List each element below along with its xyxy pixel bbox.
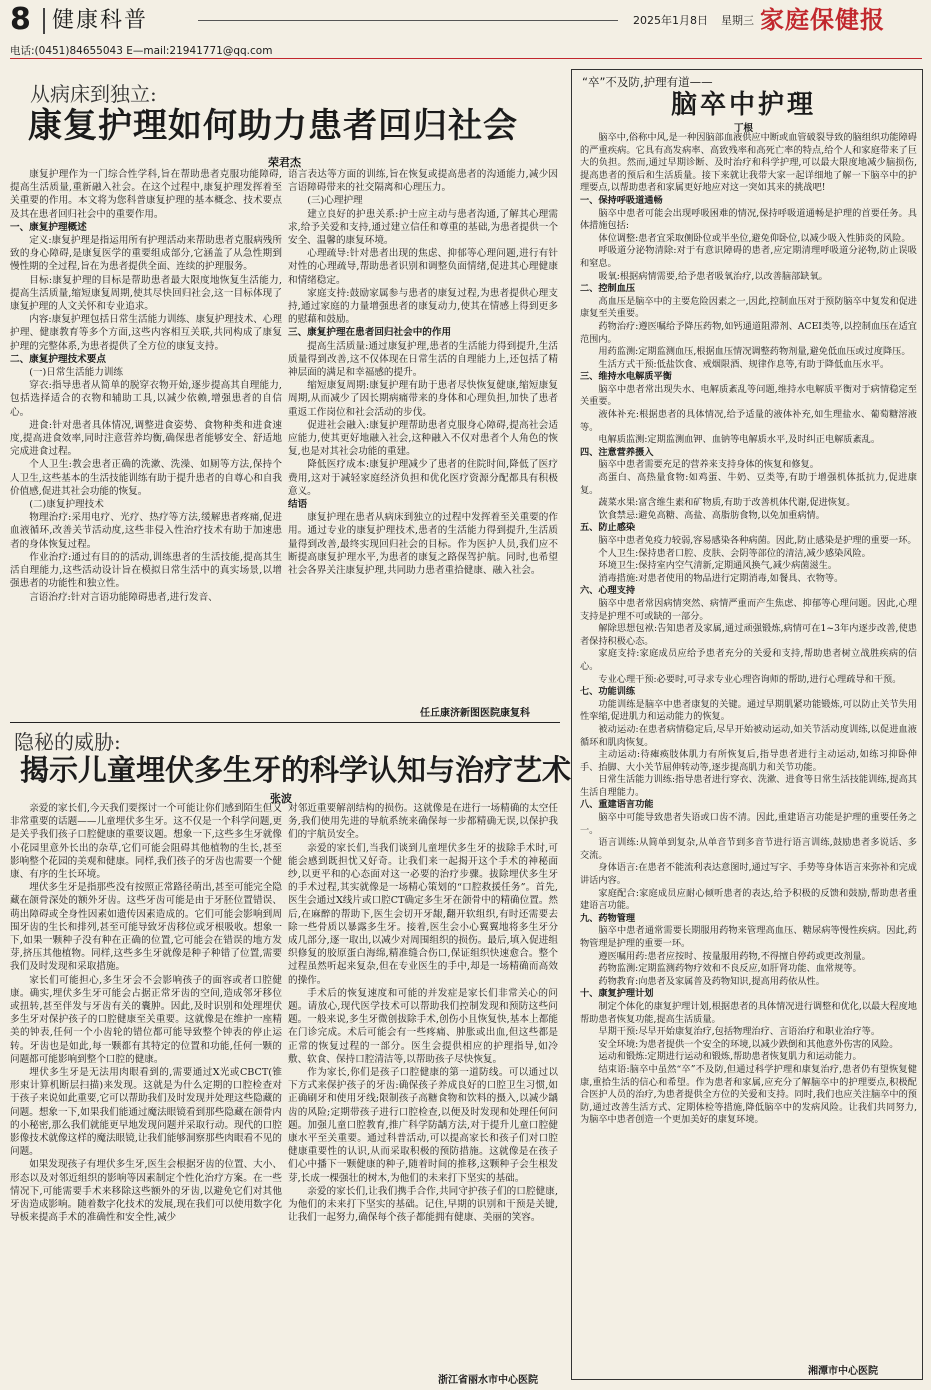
paragraph: 家庭支持:家庭成员应给予患者充分的关爱和支持,帮助患者树立战胜疾病的信心。 [580, 648, 917, 672]
paragraph: 亲爱的家长们,让我们携手合作,共同守护孩子们的口腔健康,为他们的未来打下坚实的基础。记住,早期的识别和干预是关键,让我们一起努力,确保每个孩子都能拥有健康、美丽的笑容。 [288, 1185, 558, 1224]
paragraph: 物理治疗:采用电疗、光疗、热疗等方法,缓解患者疼痛,促进血液循环,改善关节活动度,这些非侵入性治疗技术有助于加速患者的身体恢复过程。 [10, 512, 282, 550]
paragraph: 亲爱的家长们,今天我们要探讨一个可能让你们感到陌生但又非常重要的话题——儿童埋伏多生牙。这不仅是一个科学问题,更是关乎我们孩子口腔健康的重要议题。想象一下,这些多生牙就像小花园里意外长出的杂草,它们可能会阻碍其他植物的生长,甚至影响整个花园的美观和健康。同样,我们孩子的牙齿也需要一个健康、有序的生长环境。 [10, 803, 282, 881]
paragraph: 语言训练:从简单到复杂,从单音节到多音节进行语言训练,鼓励患者多说话、多交流。 [580, 837, 917, 861]
article3-kicker: “卒”不及防,护理有道—— [582, 75, 713, 89]
paragraph: 体位调整:患者宜采取侧卧位或半坐位,避免仰卧位,以减少吸入性肺炎的风险。 [598, 232, 911, 244]
subsection-heading: (三)心理护理 [307, 195, 363, 207]
paragraph: 呼吸道分泌物清除:对于有意识障碍的患者,应定期清理呼吸道分泌物,防止误吸和窒息。 [580, 245, 917, 269]
paragraph: 解除思想包袱:告知患者及家属,通过顽强锻炼,病情可在1~3年内逐步改善,使患者保持积极心态。 [580, 623, 917, 647]
paragraph: 如果发现孩子有埋伏多生牙,医生会根据牙齿的位置、大小、形态以及对邻近组织的影响等因素制定个性化治疗方案。在一些情况下,可能需要手术来移除这些额外的牙齿,以避免它们对其他牙齿造成影响。随着数字化技术的发展,现在我们可以使用数字化导板来提高手术的准确性和安全性,减少 [10, 1159, 282, 1224]
paragraph: 个人卫生:保持患者口腔、皮肤、会阴等部位的清洁,减少感染风险。 [598, 547, 871, 559]
article1-column-2 [288, 168, 558, 702]
paragraph: 结束语:脑卒中虽然“卒”不及防,但通过科学护理和康复治疗,患者仍有望恢复健康,重拾生活的信心和希望。作为患者和家属,应充分了解脑卒中的护理要点,积极配合医护人员的治疗,为患者提供全方位的关爱和支持。同时,我们也应关注脑卒中的预防,通过改善生活方式、定期体检等措施,降低脑卒中的发病风险。让我们共同努力,为脑卒中患者创造一个更加美好的康复环境。 [580, 1063, 917, 1126]
paragraph: 进食:针对患者具体情况,调整进食姿势、食物种类和进食速度,提高进食效率,同时注意营养均衡,确保患者能够安全、舒适地完成进食过程。 [10, 419, 282, 458]
paragraph: 生活方式干预:低盐饮食、戒烟限酒、规律作息等,有助于降低血压水平。 [598, 358, 890, 370]
paragraph: 降低医疗成本:康复护理减少了患者的住院时间,降低了医疗费用,这对于减轻家庭经济负担和优化医疗资源分配都具有积极意义。 [288, 459, 558, 497]
paragraph: 个人卫生:教会患者正确的洗漱、洗澡、如厕等方法,保持个人卫生,这些基本的生活技能训练有助于提升患者的自尊心和自我价值感,促进其社会功能的恢复。 [10, 459, 282, 497]
article3-affiliation: 湘潭市中心医院 [808, 1366, 878, 1377]
paragraph: 康复护理在患者从病床到独立的过程中发挥着至关重要的作用。通过专业的康复护理技术,患者的生活能力得到提升,生活质量得到改善,最终实现回归社会的目标。作为医护人员,我们应不断提高康复护理水平,为患者的康复之路保驾护航。同时,也希望社会各界关注康复护理,共同助力患者重拾健康、融入社会。 [288, 512, 558, 577]
section-heading: 三、康复护理在患者回归社会中的作用 [288, 327, 452, 339]
section-heading: 一、保持呼吸道通畅 [580, 194, 663, 206]
paragraph: 作业治疗:通过有目的的活动,训练患者的生活技能,提高其生活自理能力,这些活动设计旨在模拟日常生活中的真实场景,以增强患者的功能性和独立性。 [10, 551, 282, 590]
paragraph: 安全环境:为患者提供一个安全的环境,以减少跌倒和其他意外伤害的风险。 [598, 1038, 899, 1050]
section-heading: 四、注意营养摄入 [580, 446, 654, 458]
section-heading: 结语 [288, 499, 308, 511]
paragraph: 脑卒中患者常出现失水、电解质紊乱等问题,维持水电解质平衡对于病情稳定至关重要。 [580, 383, 917, 408]
article3-body [580, 132, 917, 1360]
article2-kicker: 隐秘的威胁: [14, 730, 121, 754]
paragraph: 康复护理作为一门综合性学科,旨在帮助患者克服功能障碍,提高生活质量,重新融入社会。在这个过程中,康复护理发挥着至关重要的作用。本文将为您科普康复护理的基本概念、技术要点及其在患者回归社会中的重要作用。 [10, 169, 282, 220]
article2-title: 揭示儿童埋伏多生牙的科学认知与治疗艺术 [20, 753, 572, 787]
paper-name: 家庭保健报 [760, 5, 885, 34]
paragraph: 穿衣:指导患者从简单的脱穿衣物开始,逐步提高其自理能力,包括选择适合的衣物和辅助工具,以减少依赖,增强患者的自信心。 [10, 380, 282, 418]
paragraph: 药物教育:向患者及家属普及药物知识,提高用药依从性。 [598, 975, 825, 987]
paragraph: 家长们可能担心,多生牙会不会影响孩子的面容或者口腔健康。确实,埋伏多生牙可能会占据正常牙齿的空间,造成邻牙移位或扭转,甚至伴发与牙齿有关的囊肿。因此,及时识别和处理埋伏多生牙对保护孩子的口腔健康至关重要。这就像是在维护一座精美的钟表,任何一个小齿轮的错位都可能导致整个钟表的停止运转。牙齿也是如此,每一颗都有其特定的位置和功能,任何一颗的问题都可能影响到整个口腔的健康。 [10, 974, 282, 1065]
page-number: 8 [10, 2, 31, 37]
subsection-heading: (二)康复护理技术 [29, 499, 104, 511]
paragraph: 脑卒中,俗称中风,是一种因脑部血液供应中断或血管破裂导致的脑组织功能障碍的严重疾病。它具有高发病率、高致残率和高死亡率的特点,给个人和家庭带来了巨大的负担。然而,通过早期诊断、及时治疗和科学护理,可以最大限度地减少脑损伤,提高患者的预后和生活质量。接下来就让我带大家一起详细地了解一下脑卒中的护理要点,以帮助患者和家属更好地应对这一突如其来的挑战吧! [580, 132, 917, 194]
subsection-heading: (一)日常生活能力训练 [29, 367, 124, 379]
article2-affiliation: 浙江省丽水市中心医院 [438, 1375, 538, 1386]
paragraph: 建立良好的护患关系:护士应主动与患者沟通,了解其心理需求,给予关爱和支持,通过建立信任和尊重的基础,为患者提供一个安全、温馨的康复环境。 [288, 208, 558, 247]
article2-author: 张波 [270, 792, 292, 805]
paragraph: 缩短康复周期:康复护理有助于患者尽快恢复健康,缩短康复周期,从而减少了因长期病痛带来的身体和心理负担,加快了患者重返工作岗位和社会活动的步伐。 [288, 380, 558, 418]
section-heading: 五、防止感染 [580, 522, 636, 534]
paragraph: 蔬菜水果:富含维生素和矿物质,有助于改善机体代谢,促进恢复。 [598, 497, 856, 509]
paragraph: 埋伏多生牙是指那些没有按照正常路径萌出,甚至可能完全隐藏在颌骨深处的额外牙齿。这些牙齿可能是由于牙胚位置错误、萌出障碍或全身性因素如遗传因素造成的。它们可能会影响到周围牙齿的生长和排列,甚至可能导致牙齿移位或牙根吸收。想象一下,如果一颗种子没有种在正确的位置,它可能会在错误的地方发芽,挤压其他植物。同样,这些多生牙就像是种子种错了位置,需要我们及时发现和采取措施。 [10, 882, 282, 973]
paragraph: 高蛋白、高热量食物:如鸡蛋、牛奶、豆类等,有助于增强机体抵抗力,促进康复。 [580, 472, 917, 496]
article3-author: 丁根 [734, 123, 754, 134]
paragraph: 制定个体化的康复护理计划,根据患者的具体情况进行调整和优化,以最大程度地帮助患者恢复功能,提高生活质量。 [580, 1000, 917, 1025]
section-heading: 六、心理支持 [580, 585, 636, 597]
paragraph: 脑卒中患者通常需要长期服用药物来管理高血压、糖尿病等慢性疾病。因此,药物管理是护理的重要一环。 [580, 925, 917, 949]
article1-title: 康复护理如何助力患者回归社会 [28, 106, 518, 146]
paragraph: 脑卒中患者可能会出现呼吸困难的情况,保持呼吸道通畅是护理的首要任务。具体措施包括: [580, 207, 917, 232]
paragraph: 药物监测:定期监测药物疗效和不良反应,如肝肾功能、血常规等。 [598, 963, 862, 975]
paragraph: 对邻近重要解剖结构的损伤。这就像是在进行一场精确的太空任务,我们使用先进的导航系统来确保每一步都精确无误,以保护我们的宇航员安全。 [288, 803, 558, 841]
paragraph: 饮食禁忌:避免高糖、高盐、高脂肪食物,以免加重病情。 [598, 509, 825, 521]
paragraph: 运动和锻炼:定期进行运动和锻炼,帮助患者恢复肌力和运动能力。 [598, 1051, 862, 1063]
article2-column-2 [288, 802, 558, 1368]
paragraph: 脑卒中患者需要充足的营养来支持身体的恢复和修复。 [598, 459, 819, 471]
paragraph: 脑卒中可能导致患者失语或口齿不清。因此,重建语言功能是护理的重要任务之一。 [580, 812, 917, 836]
paragraph: 液体补充:根据患者的具体情况,给予适量的液体补充,如生理盐水、葡萄糖溶液等。 [580, 409, 917, 433]
paragraph: 遵医嘱用药:患者应按时、按量服用药物,不得擅自停药或更改剂量。 [598, 950, 871, 962]
paragraph: 手术后的恢复速度和可能的并发症是家长们非常关心的问题。请放心,现代医学技术可以帮助我们控制发现和预防这些问题。一般来说,多生牙微创拔除手术,创伤小且恢复快,基本上都能在门诊完成。术后可能会有一些疼痛、肿胀或出血,但这些都是正常的恢复过程的一部分。医生会提供相应的护理指导,如冷敷、软食、保持口腔清洁等,以帮助孩子尽快恢复。 [288, 987, 558, 1065]
paragraph: 语言表达等方面的训练,旨在恢复或提高患者的沟通能力,减少因言语障碍带来的社交隔离和心理压力。 [288, 169, 558, 194]
paragraph: 定义:康复护理是指运用所有护理活动来帮助患者克服病残所致的身心障碍,是康复医学的重要组成部分,它涵盖了从急性期到慢性期的全过程,旨在为患者提供全面、连续的护理服务。 [10, 235, 282, 273]
paragraph: 目标:康复护理的目标是帮助患者最大限度地恢复生活能力,提高生活质量,缩短康复周期,使其尽快回归社会,这一目标体现了康复护理的人文关怀和专业追求。 [10, 274, 282, 313]
paragraph: 高血压是脑卒中的主要危险因素之一,因此,控制血压对于预防脑卒中复发和促进康复至关重要。 [580, 295, 917, 320]
paragraph: 消毒措施:对患者使用的物品进行定期消毒,如餐具、衣物等。 [598, 572, 844, 584]
section-title: 健康科普 [52, 8, 149, 33]
article1-kicker: 从病床到独立: [30, 82, 157, 106]
section-heading: 二、控制血压 [580, 283, 636, 295]
section-heading: 七、功能训练 [580, 686, 636, 698]
paragraph: 亲爱的家长们,当我们谈到儿童埋伏多生牙的拔除手术时,可能会感到既担忧又好奇。让我们来一起揭开这个手术的神秘面纱,以更平和的心态面对这一必要的治疗步骤。拔除埋伏多生牙的手术过程,其实就像是一场精心策划的“口腔救援任务”。首先,医生会通过X线片或口腔CT确定多生牙在颌骨中的精确位置。然后,在麻醉的帮助下,医生会切开牙龈,翻开软组织,有时还需要去除一些骨质以暴露多生牙。接着,医生会小心翼翼地将多生牙分成几部分,逐一取出,以减少对周围组织的损伤。最后,填入促进组织修复的胶原蛋白海绵,精准缝合伤口,保证组织快速愈合。整个过程虽然听起来复杂,但在专业医生的手中,却是一场精确而高效的操作。 [288, 842, 558, 986]
paragraph: 提高生活质量:通过康复护理,患者的生活能力得到提升,生活质量得到改善,这不仅体现在日常生活的自理能力上,还包括了精神层面的满足和幸福感的提升。 [288, 340, 558, 379]
article3-title: 脑卒中护理 [671, 90, 817, 120]
paragraph: 药物治疗:遵医嘱给予降压药物,如钙通道阻滞剂、ACEI类等,以控制血压在适宜范围内。 [580, 320, 917, 345]
issue-date: 2025年1月8日 [633, 14, 708, 27]
section-heading: 一、康复护理概述 [10, 221, 87, 233]
paragraph: 身体语言:在患者不能流利表达意图时,通过写字、手势等身体语言来弥补和完成讲话内容。 [580, 862, 917, 887]
paragraph: 电解质监测:定期监测血钾、血钠等电解质水平,及时纠正电解质紊乱。 [598, 434, 881, 446]
paragraph: 家庭配合:家庭成员应耐心倾听患者的表达,给予积极的反馈和鼓励,帮助患者重建语言功能。 [580, 887, 917, 912]
paragraph: 脑卒中患者免疫力较弱,容易感染各种病菌。因此,防止感染是护理的重要一环。 [598, 535, 917, 546]
section-heading: 八、重建语言功能 [580, 799, 654, 811]
paragraph: 专业心理干预:必要时,可寻求专业心理咨询师的帮助,进行心理疏导和干预。 [598, 673, 902, 685]
paragraph: 吸氧:根据病情需要,给予患者吸氧治疗,以改善脑部缺氧。 [598, 270, 828, 282]
article1-author: 荣君杰 [268, 156, 301, 169]
paragraph: 埋伏多生牙是无法用肉眼看到的,需要通过X光或CBCT(锥形束计算机断层扫描)来发现。这就是为什么定期的口腔检查对于孩子来说如此重要,它可以帮助我们及时发现并处理这些隐藏的问题。想象一下,如果我们能通过魔法眼镜看到那些隐藏在颌骨内的小秘密,那么我们就能更早地发现问题并采取行动。现代的口腔影像技术就像这样的魔法眼镜,让我们能够洞察那些肉眼看不见的问题。 [10, 1067, 282, 1158]
paragraph: 环境卫生:保持室内空气清新,定期通风换气,减少病菌滋生。 [598, 560, 838, 572]
article1-column-1 [10, 168, 282, 718]
paragraph: 早期干预:尽早开始康复治疗,包括物理治疗、言语治疗和职业治疗等。 [598, 1026, 881, 1038]
paragraph: 心理疏导:针对患者出现的焦虑、抑郁等心理问题,进行有针对性的心理疏导,帮助患者识别和调整负面情绪,促进其心理健康和情绪稳定。 [288, 248, 558, 286]
paragraph: 功能训练是脑卒中患者康复的关键。通过早期肌紧功能锻炼,可以防止关节失用性挛缩,促进肌力和运动能力的恢复。 [580, 698, 917, 723]
section-heading: 三、维持水电解质平衡 [580, 371, 672, 383]
section-heading: 二、康复护理技术要点 [10, 353, 106, 365]
article2-column-1 [10, 802, 282, 1384]
paragraph: 内容:康复护理包括日常生活能力训练、康复护理技术、心理护理、健康教育等多个方面,这些内容相互关联,共同构成了康复护理的完整体系,为患者提供了全方位的康复支持。 [10, 314, 282, 352]
paragraph: 主动运动:待瘫痪肢体肌力有所恢复后,指导患者进行主动运动,如练习抑卧伸手、抬脚、大小关节屈伸转动等,逐步提高肌力和关节功能。 [580, 749, 917, 773]
paragraph: 日常生活能力训练:指导患者进行穿衣、洗漱、进食等日常生活技能训练,提高其生活自理能力。 [580, 774, 917, 798]
paragraph: 言语治疗:针对言语功能障碍患者,进行发音、 [29, 591, 218, 603]
paragraph: 用药监测:定期监测血压,根据血压情况调整药物剂量,避免低血压或过度降压。 [598, 346, 911, 358]
article1-affiliation: 任丘康济新图医院康复科 [420, 708, 530, 719]
paragraph: 脑卒中患者常因病情突然、病情严重而产生焦虑、抑郁等心理问题。因此,心理支持是护理不可或缺的一部分。 [580, 597, 917, 622]
paragraph: 被动运动:在患者病情稳定后,尽早开始被动运动,如关节活动度训练,以促进血液循环和肌肉恢复。 [580, 723, 917, 748]
paragraph: 家庭支持:鼓励家属参与患者的康复过程,为患者提供心理支持,通过家庭的力量增强患者的康复动力,使其在情感上得到更多的慰藉和鼓励。 [288, 287, 558, 326]
paragraph: 作为家长,你们是孩子口腔健康的第一道防线。可以通过以下方式来保护孩子的牙齿:确保孩子养成良好的口腔卫生习惯,如正确刷牙和使用牙线;限制孩子高糖食物和饮料的摄入,以减少龋齿的风险;定期带孩子进行口腔检查,以便及时发现和处理任何问题。加强儿童口腔教育,推广科学防龋方法,对于提升儿童口腔健康水平至关重要。通过科普活动,可以提高家长和孩子们对口腔健康重要性的认识,从而采取积极的预防措施。这就像是在孩子们心中播下一颗健康的种子,随着时间的推移,这颗种子会生根发芽,长成一棵强壮的树木,为他们的未来打下坚实的基础。 [288, 1067, 558, 1184]
paragraph: 促进社会融入:康复护理帮助患者克服身心障碍,提高社会适应能力,使其更好地融入社会,这种融入不仅对患者个人角色的恢复,也是对其社会功能的重建。 [288, 419, 558, 458]
section-heading: 九、药物管理 [580, 912, 636, 924]
contact-line: 电话:(0451)84655043 E—mail:21941771@qq.com [10, 45, 273, 57]
issue-weekday: 星期三 [721, 14, 754, 27]
section-heading: 十、康复护理计划 [580, 988, 654, 1000]
